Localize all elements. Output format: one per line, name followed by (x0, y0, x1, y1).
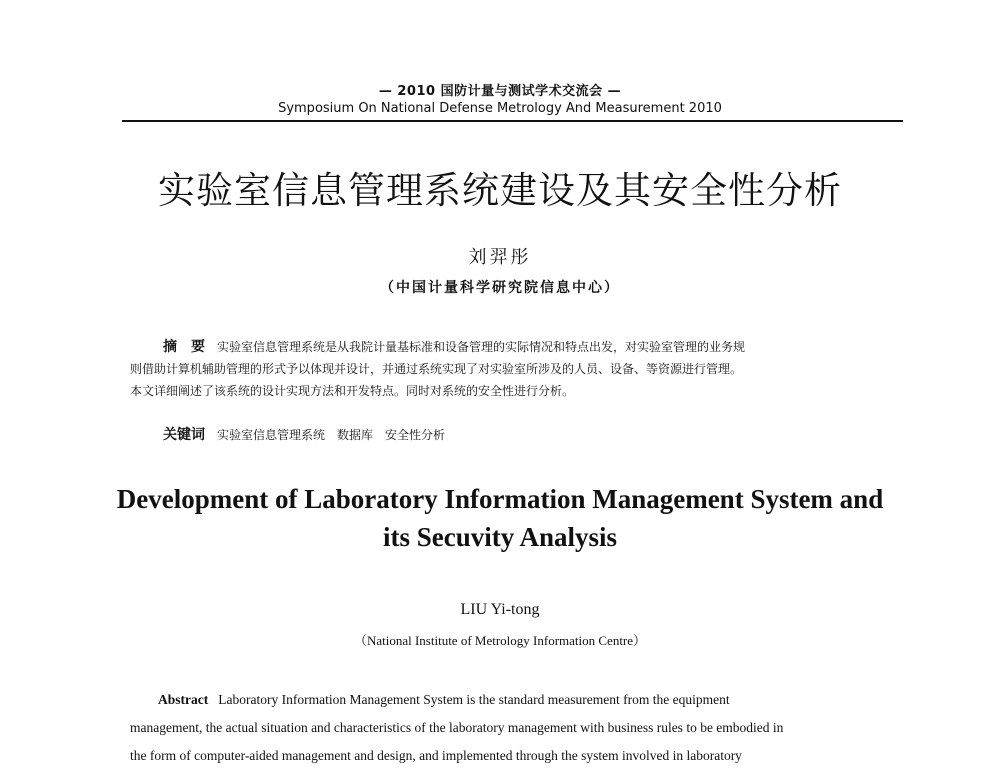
abstract-cn-line-3: 本文详细阐述了该系统的设计实现方法和开发特点。同时对系统的安全性进行分析。 (130, 384, 575, 398)
abstract-en-line-1 (130, 686, 870, 714)
abstract-cn-line-2: 则借助计算机辅助管理的形式予以体现并设计，并通过系统实现了对实验室所涉及的人员、设备、等资源进行管理。 (130, 362, 743, 376)
header-rule (122, 120, 903, 122)
conference-title-en: Symposium On National Defense Metrology And Measurement 2010 (278, 101, 722, 116)
keywords-cn-label: 关键词 (163, 427, 205, 443)
paper-title-cn: 实验室信息管理系统建设及其安全性分析 (158, 169, 842, 212)
author-name-cn: 刘羿彤 (468, 247, 532, 268)
author-name-en: LIU Yi-tong (460, 601, 540, 618)
conference-title-cn: — 2010 国防计量与测试学术交流会 — (378, 84, 622, 99)
abstract-en-label: Abstract (158, 692, 209, 707)
paper-title-en-line-1: Development of Laboratory Information Management System and (116, 484, 884, 514)
paper-title-en-line-2: its Secuvity Analysis (382, 522, 618, 552)
abstract-en-text-1: Laboratory Information Management System is the standard measurement from the equipment (218, 692, 730, 707)
abstract-en-line-2: management, the actual situation and characteristics of the laboratory management with business rules to be embodied in (130, 720, 784, 735)
abstract-cn-label: 摘 要 (163, 339, 205, 355)
keywords-cn (163, 424, 445, 444)
abstract-cn-text-1: 实验室信息管理系统是从我院计量基标准和设备管理的实际情况和特点出发，对实验室管理的业务规 (217, 340, 746, 354)
keywords-cn-text: 实验室信息管理系统 数据库 安全性分析 (217, 428, 446, 442)
affiliation-cn: （中国计量科学研究院信息中心） (380, 280, 620, 296)
abstract-cn-line-1 (130, 336, 876, 358)
abstract-cn (130, 336, 876, 402)
affiliation-en: （National Institute of Metrology Information Centre） (353, 633, 647, 648)
abstract-en-line-3: the form of computer-aided management and design, and implemented through the system involved in laboratory (130, 748, 742, 763)
paper-title-en (60, 480, 940, 556)
abstract-en (130, 686, 870, 770)
